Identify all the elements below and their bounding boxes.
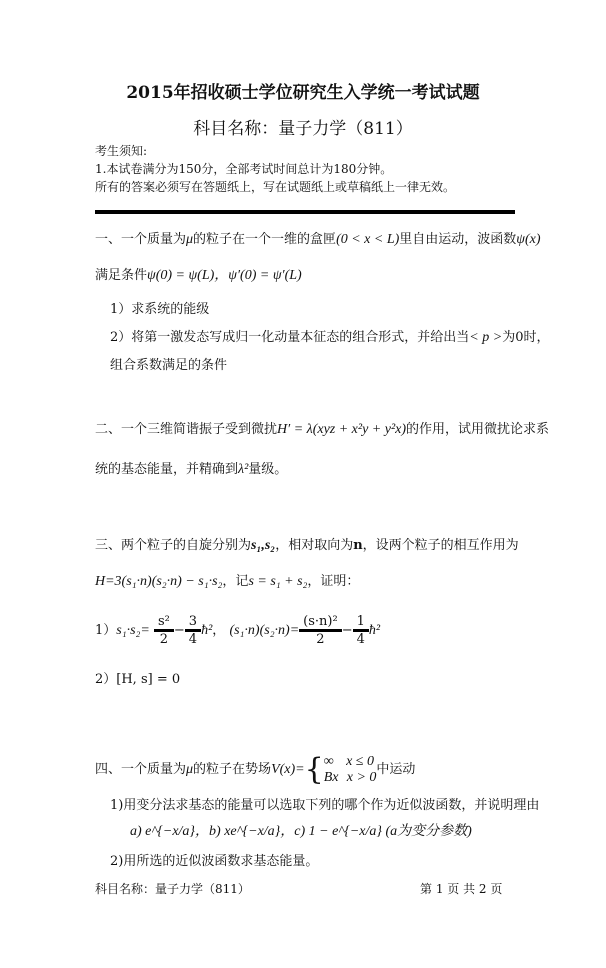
- exam-title: 2015年招收硕士学位研究生入学统一考试试题: [126, 83, 480, 103]
- q3-stem: 三、两个粒子的自旋分别为s₁,s₂，相对取向为n，设两个粒子的相互作用为: [95, 538, 519, 553]
- q1-stem: 一、一个质量为μ的粒子在一个一维的盒匣(0 < x < L)里自由运动，波函数ψ(x): [95, 232, 541, 247]
- q1-condition: 满足条件ψ(0) = ψ(L)，ψ′(0) = ψ′(L): [95, 268, 302, 283]
- subject-title: 科目名称：量子力学（811）: [193, 119, 413, 139]
- brace: {: [304, 752, 324, 787]
- footer-page-number: 第 1 页 共 2 页: [420, 882, 503, 896]
- header-divider: [95, 210, 515, 214]
- notice-heading: 考生须知:: [95, 144, 148, 158]
- q1-part-2: 2）将第一激发态写成归一化动量本征态的组合形式，并给出当< p >为0时，: [110, 330, 550, 345]
- q4-stem: 四、一个质量为μ的粒子在势场V(x)={∞ x ≤ 0 Bx x > 0中运动: [95, 752, 416, 787]
- q1-part-1: 1）求系统的能级: [110, 302, 210, 317]
- fraction-1-over-4: $\frac{1}{4}$: [353, 614, 369, 647]
- footer-subject: 科目名称：量子力学（811）: [95, 882, 250, 896]
- q4-options: a) e^{−x/a}，b) xe^{−x/a}，c) 1 − e^{−x/a} (a为变分参数): [130, 824, 472, 839]
- q1-part-2-cont: 组合系数满足的条件: [110, 358, 228, 373]
- q2-stem: 二、一个三维简谐振子受到微扰H′ = λ(xyz + x²y + y²x)的作用，试用微扰论求系: [95, 422, 550, 437]
- notice-line-1: 1.本试卷满分为150分，全部考试时间总计为180分钟。: [95, 162, 393, 176]
- q4-part-1: 1)用变分法求基态的能量可以选取下列的哪个作为近似波函数，并说明理由: [110, 798, 540, 813]
- q3-part-2: 2）[H, s] = 0: [95, 672, 181, 687]
- q2-stem-cont: 统的基态能量，并精确到λ²量级。: [95, 462, 288, 477]
- q3-hamiltonian: H=3(s₁·n)(s₂·n) − s₁·s₂，记s = s₁ + s₂，证明：: [95, 574, 360, 589]
- q3-part-1: 1）s₁·s₂= $\frac{\text{s²}}{2}$ − $\frac{3}{4}$ ħ²， (s₁·n)(s₂·n)= $\frac{\text{(s·n)²}}{2}$ − $\frac{1}{4}$ ħ²: [95, 614, 381, 647]
- fraction-s-squared-over-2: $\frac{\text{s²}}{2}$: [154, 614, 174, 647]
- piecewise-potential: ∞ x ≤ 0 Bx x > 0: [323, 753, 377, 785]
- fraction-3-over-4: $\frac{3}{4}$: [185, 614, 201, 647]
- notice-line-2: 所有的答案必须写在答题纸上，写在试题纸上或草稿纸上一律无效。: [95, 180, 456, 194]
- fraction-sn-squared-over-2: $\frac{\text{(s·n)²}}{2}$: [299, 614, 342, 647]
- q4-part-2: 2)用所选的近似波函数求基态能量。: [110, 854, 319, 869]
